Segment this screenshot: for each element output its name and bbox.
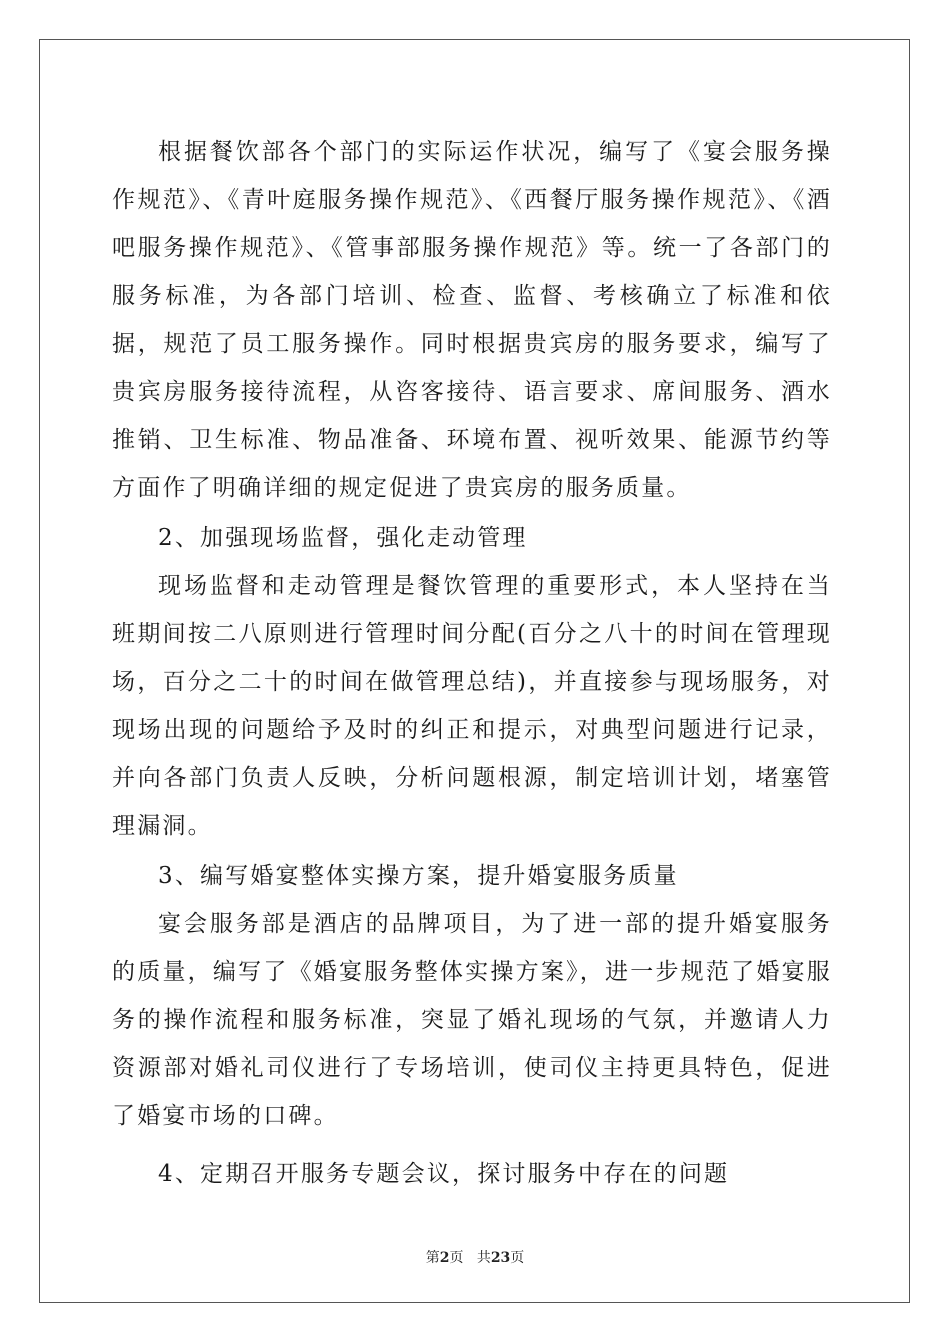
paragraph-service-standards: 根据餐饮部各个部门的实际运作状况，编写了《宴会服务操作规范》、《青叶庭服务操作规范》、《西餐厅服务操作规范》、《酒吧服务操作规范》、《管事部服务操作规范》等。统一了各部门的服务标准，为各部门培训、检查、监督、考核确立了标准和依据，规范了员工服务操作。同时根据贵宾房的服务要求，编写了贵宾房服务接待流程，从咨客接待、语言要求、席间服务、酒水推销、卫生标准、物品准备、环境布置、视听效果、能源节约等方面作了明确详细的规定促进了贵宾房的服务质量。 xyxy=(112,139,832,501)
section-heading-2: 2、加强现场监督，强化走动管理 xyxy=(158,525,528,551)
page-prefix: 第 xyxy=(425,1250,440,1266)
paragraph-onsite-supervision: 现场监督和走动管理是餐饮管理的重要形式，本人坚持在当班期间按二八原则进行管理时间分配(百分之八十的时间在管理现场，百分之二十的时间在做管理总结)，并直接参与现场服务，对现场出现的问题给予及时的纠正和提示，对典型问题进行记录，并向各部门负责人反映，分析问题根源，制定培训计划，堵塞管理漏洞。 xyxy=(112,573,832,839)
spacer xyxy=(112,1140,832,1148)
total-pages-number: 23 xyxy=(490,1250,511,1266)
section-heading-4: 4、定期召开服务专题会议，探讨服务中存在的问题 xyxy=(158,1161,730,1187)
page-footer xyxy=(0,1247,950,1267)
document-body xyxy=(112,128,832,1198)
paragraph-wedding-banquet: 宴会服务部是酒店的品牌项目，为了进一部的提升婚宴服务的质量，编写了《婚宴服务整体实操方案》，进一步规范了婚宴服务的操作流程和服务标准，突显了婚礼现场的气氛，并邀请人力资源部对婚礼司仪进行了专场培训，使司仪主持更具特色，促进了婚宴市场的口碑。 xyxy=(112,911,832,1129)
section-heading-3: 3、编写婚宴整体实操方案，提升婚宴服务质量 xyxy=(158,863,679,889)
total-suffix: 页 xyxy=(510,1250,525,1266)
current-page-number: 2 xyxy=(439,1250,450,1266)
page-suffix: 页 xyxy=(449,1250,464,1266)
total-prefix: 共 xyxy=(476,1250,491,1266)
